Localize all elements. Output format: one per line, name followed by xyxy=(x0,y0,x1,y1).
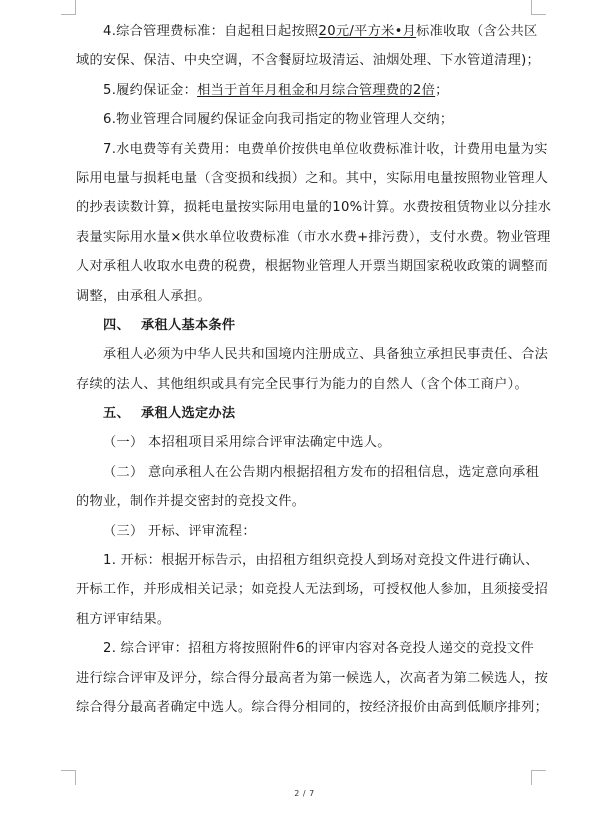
section-title: 承租人选定办法 xyxy=(141,406,236,422)
corner-mark-top-left xyxy=(61,0,76,15)
underlined-fee: 20元/平方米•月 xyxy=(318,24,417,39)
line-text: 5.履约保证金： xyxy=(103,82,198,98)
document-body xyxy=(76,17,552,722)
paragraph-line: 6.物业管理合同履约保证金向我司指定的物业管理人交纳； xyxy=(103,112,454,128)
paragraph-line: 承租人必须为中华人民共和国境内注册成立、具备独立承担民事责任、合法 xyxy=(103,347,549,363)
paragraph-line: 域的安保、保洁、中央空调，不含餐厨垃圾清运、油烟处理、下水管道清理)； xyxy=(76,53,541,69)
paragraph-line: 2. 综合评审：招租方将按照附件6的评审内容对各竞投人递交的竞投文件 xyxy=(103,641,534,657)
section-heading xyxy=(76,399,531,428)
paragraph-line: 表量实际用水量×供水单位收费标准（市水水费+排污费），支付水费。物业管理 xyxy=(76,229,551,245)
paragraph-line: 的物业，制作并提交密封的竞投文件。 xyxy=(76,494,306,510)
line-text: 4.综合管理费标准：自起租日起按照 xyxy=(103,24,319,39)
paragraph-line: （二） 意向承租人在公告期内根据招租方发布的招租信息，选定意向承租 xyxy=(103,464,540,480)
paragraph-line: 1. 开标：根据开标告示，由招租方组织竞投人到场对竞投文件进行确认、 xyxy=(103,553,539,569)
section-heading xyxy=(76,311,531,340)
corner-mark-bottom-left xyxy=(61,770,76,785)
paragraph-line: （一） 本招租项目采用综合评审法确定中选人。 xyxy=(103,435,391,451)
paragraph-line: 的抄表读数计算，损耗电量按实际用电量的10%计算。水费按租赁物业以分挂水 xyxy=(76,200,552,216)
page-number: 2 / 7 xyxy=(294,789,315,798)
section-title: 承租人基本条件 xyxy=(141,317,236,333)
paragraph-line: 调整，由承租人承担。 xyxy=(76,288,211,304)
paragraph-line: 租方评审结果。 xyxy=(76,611,171,627)
paragraph-line xyxy=(76,76,531,105)
paragraph-line: （三） 开标、评审流程： xyxy=(103,523,256,539)
corner-mark-top-right xyxy=(531,0,546,15)
section-number: 五、 xyxy=(103,406,130,422)
section-number: 四、 xyxy=(103,317,130,333)
line-text: 标准收取（含公共区 xyxy=(416,24,538,39)
paragraph-line: 7.水电费等有关费用：电费单价按供电单位收费标准计收，计费用电量为实 xyxy=(103,141,548,157)
paragraph-line xyxy=(76,17,538,46)
underlined-deposit: 相当于首年月租金和月综合管理费的2倍 xyxy=(197,82,436,98)
line-text: ； xyxy=(435,82,449,98)
paragraph-line: 际用电量与损耗电量（含变损和线损）之和。其中，实际用电量按照物业管理人 xyxy=(76,170,549,186)
paragraph-line: 存续的法人、其他组织或具有完全民事行为能力的自然人（含个体工商户）。 xyxy=(76,376,528,392)
paragraph-line: 人对承租人收取水电费的税费，根据物业管理人开票当期国家税收政策的调整而 xyxy=(76,259,549,275)
paragraph-line: 进行综合评审及评分，综合得分最高者为第一候选人，次高者为第二候选人，按 xyxy=(76,670,549,686)
corner-mark-bottom-right xyxy=(531,770,546,785)
paragraph-line: 开标工作，并形成相关记录；如竞投人无法到场，可授权他人参加，且须接受招 xyxy=(76,582,549,598)
paragraph-line: 综合得分最高者确定中选人。综合得分相同的，按经济报价由高到低顺序排列； xyxy=(76,699,549,715)
